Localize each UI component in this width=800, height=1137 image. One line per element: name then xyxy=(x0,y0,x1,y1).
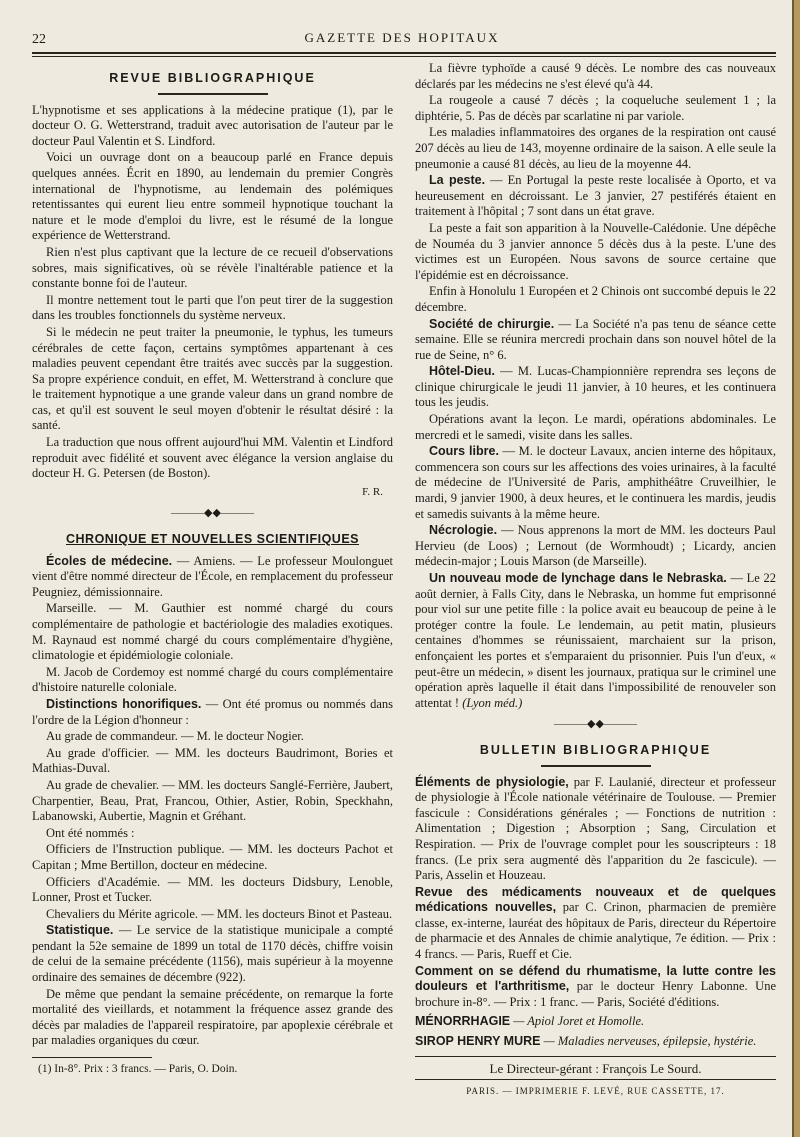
review-paragraph: La traduction que nous offrent aujourd'hui MM. Valentin et Lindford reproduit avec fidélité et souvent avec élégance la version anglaise du docteur H. G. Petersen (de Boston). xyxy=(32,435,393,481)
news-paragraph: La fièvre typhoïde a causé 9 décès. Le nombre des cas nouveaux déclarés par les médecins ne s'est élevé qu'à 44. xyxy=(415,61,776,91)
news-paragraph: Officiers de l'Instruction publique. — MM. les docteurs Pachot et Capitan ; Mme Bertillon, docteur en médecine. xyxy=(32,842,393,872)
review-paragraph: Voici un ouvrage dont on a beaucoup parlé en France depuis quelques années. Écrit en 1890, au lendemain du premier Congrès international de l'hypnotisme, au lendemain des polémiques retentissantes qui eurent lieu entre sommeil hypnotique touchant la nature et le mode d'emploi du livre, est le résumé de la longue expérience de Wetterstrand. xyxy=(32,150,393,243)
news-paragraph: La rougeole a causé 7 décès ; la coqueluche seulement 1 ; la diphtérie, 5. Pas de décès par scarlatine ni par variole. xyxy=(415,93,776,123)
review-paragraph: Il montre nettement tout le parti que l'on peut tirer de la suggestion dans les troubles fonctionnels du système nerveux. xyxy=(32,292,393,323)
section-bulletin-bibliographique: BULLETIN BIBLIOGRAPHIQUE xyxy=(479,742,712,757)
news-heading: Société de chirurgie. xyxy=(429,316,555,331)
news-paragraph: Chevaliers du Mérite agricole. — MM. les docteurs Binot et Pasteau. xyxy=(46,906,393,921)
bibliography-entry: Éléments de physiologie, par F. Laulanié, directeur et professeur de physiologie à l'École nationale vétérinaire de Toulouse. — Premier fascicule : Considérations générales ; — Fonctions de nutrition : Alimentation ; Digestion ; Absorption ; Sang, Circulation et Respiration. — Prix de l'ouvrage complet pour les souscripteurs : 18 francs. (Le prix sera augmenté dès l'apparition du 2e fascicule). — Paris, Asselin et Houzeau. xyxy=(415,774,776,883)
review-title-paragraph: L'hypnotisme et ses applications à la médecine pratique (1), par le docteur O. G. Wetterstrand, traduit avec autorisation de l'auteur par le docteur Paul Valentin et S. Lindford. xyxy=(32,102,393,148)
entry-title: Comment on se défend du rhumatisme, la lutte contre les douleurs et l'arthritisme, xyxy=(415,963,776,994)
footnote: (1) In-8°. Prix : 3 francs. — Paris, O. Doin. xyxy=(38,1063,238,1076)
news-paragraph: Nécrologie. — Nous apprenons la mort de MM. les docteurs Paul Hervieu (de Loos) ; Lernout (de Wormhoudt) ; Licardy, ancien médecin-major ; Louis Marson (de Marseille). xyxy=(415,523,776,569)
ad-text: — Maladies nerveuses, épilepsie, hystérie. xyxy=(540,1034,757,1049)
news-heading: Écoles de médecine. xyxy=(46,553,173,568)
news-paragraph: Ont été nommés : xyxy=(46,825,135,840)
news-paragraph: Au grade de commandeur. — M. le docteur Nogier. xyxy=(46,729,304,744)
entry-title: Revue des médicaments nouveaux et de quelques médications nouvelles, xyxy=(415,884,776,915)
page-edge-shadow xyxy=(792,0,794,1137)
printer-line: PARIS. — IMPRIMERIE F. LEVÉ, RUE CASSETTE, 17. xyxy=(415,1079,776,1100)
news-paragraph: Opérations avant la leçon. Le mardi, opérations abdominales. Le mercredi et le samedi, visite dans les salles. xyxy=(415,412,776,442)
news-heading: Hôtel-Dieu. xyxy=(429,364,495,379)
news-heading: Distinctions honorifiques. xyxy=(46,696,202,711)
entry-title: Éléments de physiologie, xyxy=(415,774,569,789)
footnote-rule xyxy=(32,1057,152,1058)
section-rule xyxy=(158,93,268,95)
journal-title: GAZETTE DES HOPITAUX xyxy=(304,30,500,45)
page-edge xyxy=(794,0,800,1137)
news-heading: La peste. xyxy=(429,173,486,188)
news-paragraph: De même que pendant la semaine précédente, on remarque la forte mortalité des vieillards, et notamment la fréquence assez grande des décès par maladies de l'appareil respiratoire, par apoplexie cérébrale et par maladies organiques du cœur. xyxy=(32,986,393,1048)
news-heading: Statistique. xyxy=(46,923,114,938)
review-signature: F. R. xyxy=(362,485,383,498)
news-paragraph: Au grade d'officier. — MM. les docteurs Baudrimont, Bories et Mathias-Duval. xyxy=(32,745,393,776)
advertisement xyxy=(415,1014,776,1030)
news-paragraph: Distinctions honorifiques. — Ont été promus ou nommés dans l'ordre de la Légion d'honneur : xyxy=(32,696,393,727)
news-paragraph: Officiers d'Académie. — MM. les docteurs Didsbury, Lenoble, Lonner, Prost et Tucker. xyxy=(32,874,393,905)
page-header xyxy=(24,0,780,47)
page-number: 22 xyxy=(32,32,46,47)
news-paragraph: Un nouveau mode de lynchage dans le Nebraska. — Le 22 août dernier, à Falls City, dans le Nebraska, un homme fut emprisonné pour viol sur une petite fille : la police avait eu beaucoup de peine à le protéger contre la foule. Le lendemain, au petit matin, plusieurs centaines d'hommes se réunissaient, marchaient sur la prison, enfonçaient les portes et s'emparaient du prisonnier. Puis l'un d'eux, « peut-être un médecin, » disent les journaux, pratiqua sur le criminel une opération après laquelle il était dans l'impossibilité de renouveler son attentat ! (Lyon méd.) xyxy=(415,571,777,710)
left-column xyxy=(32,61,393,1100)
advertisement xyxy=(415,1034,776,1050)
news-paragraph: Hôtel-Dieu. — M. Lucas-Championnière reprendra ses leçons de clinique chirurgicale le jeudi 11 janvier, à 10 heures, et les continuera tous les jeudis. xyxy=(415,364,776,410)
news-paragraph: Société de chirurgie. — La Société n'a pas tenu de séance cette semaine. Elle se réunira mercredi prochain dans son nouvel hôtel de la rue de Seine, n° 6. xyxy=(415,316,776,362)
news-paragraph: Marseille. — M. Gauthier est nommé chargé du cours complémentaire de pathologie et bactériologie des maladies exotiques. M. Raynaud est nommé chargé du cours complémentaire d'hygiène, climatologie et épidémiologie coloniale. xyxy=(32,601,393,663)
columns xyxy=(24,57,780,1100)
right-column xyxy=(415,61,776,1100)
news-paragraph: Cours libre. — M. le docteur Lavaux, ancien interne des hôpitaux, commencera son cours sur les affections des voies urinaires, à la faculté de médecine de l'Université de Paris, amphithéâtre Cruveilhier, le mardi, 9 janvier 1900, à deux heures, et le continuera les mardis, jeudis et samedis suivants à la même heure. xyxy=(415,444,776,521)
news-paragraph: Écoles de médecine. — Amiens. — Le professeur Moulonguet vient d'être nommé directeur de l'École, en remplacement du professeur Peugniez, démissionnaire. xyxy=(32,553,393,599)
ad-title: MÉNORRHAGIE xyxy=(415,1014,511,1029)
bibliography-entry: Revue des médicaments nouveaux et de quelques médications nouvelles, par C. Crinon, pharmacien de première classe, ex-interne, lauréat des hôpitaux de Paris, directeur du Répertoire de pharmacie et des Annales de chimie analytique, 7e édition. — Prix : 4 francs. — Paris, Rueff et Cie. xyxy=(415,884,776,962)
director-line: Le Directeur-gérant : François Le Sourd. xyxy=(415,1056,776,1077)
ornament-divider: ———◆◆——— xyxy=(554,718,637,731)
news-heading: Cours libre. xyxy=(429,444,499,459)
review-paragraph: Rien n'est plus captivant que la lecture de ce recueil d'observations sobres, mais significatives, où se révèle l'inaltérable patience et la constante bonne foi de l'auteur. xyxy=(32,244,393,291)
news-heading: Un nouveau mode de lynchage dans le Nebraska. xyxy=(429,571,727,585)
ad-text: — Apiol Joret et Homolle. xyxy=(510,1014,645,1029)
ornament-divider: ———◆◆——— xyxy=(171,507,254,520)
bibliography-entry: Comment on se défend du rhumatisme, la lutte contre les douleurs et l'arthritisme, par le docteur Henry Labonne. Une brochure in-8°. — Prix : 1 franc. — Paris, Société d'éditions. xyxy=(415,963,776,1009)
news-paragraph: La peste. — En Portugal la peste reste localisée à Oporto, et va heureusement en décroissant. Le 3 janvier, 27 pestiférés étaient en traitement à l'hôpital ; 7 sont dans un état grave. xyxy=(415,173,776,219)
news-paragraph: Enfin à Honolulu 1 Européen et 2 Chinois ont succombé depuis le 22 décembre. xyxy=(415,284,776,314)
news-heading: Nécrologie. xyxy=(429,523,498,538)
news-source: (Lyon méd.) xyxy=(462,695,523,710)
news-paragraph: Statistique. — Le service de la statistique municipale a compté pendant la 52e semaine de 1899 un total de 1170 décès, chiffre voisin de celui de la semaine précédente (1156), mais supérieur à la moyenne ordinaire des semaines de décembre (922). xyxy=(32,923,393,985)
ad-title: SIROP HENRY MURE xyxy=(415,1034,541,1049)
news-paragraph: Les maladies inflammatoires des organes de la respiration ont causé 207 décès au lieu de 143, moyenne ordinaire de la saison. A elle seule la pneumonie a causé 81 décès, au lieu de la moyenne 44. xyxy=(415,125,776,171)
review-paragraph: Si le médecin ne peut traiter la pneumonie, le typhus, les tumeurs cérébrales de cette façon, certains symptômes appartenant à ces maladies peuvent cependant être traités avec succès par la suggestion. Sa propre expérience conduit, en effet, M. Wetterstrand à conclure que le traitement hypnotique a une grande valeur dans un grand nombre de cas, et qu'il est souvent le seul moyen d'obtenir le résultat désiré : la santé. xyxy=(32,324,393,433)
news-paragraph: M. Jacob de Cordemoy est nommé chargé du cours complémentaire d'histoire naturelle coloniale. xyxy=(32,664,393,695)
section-revue-bibliographique: REVUE BIBLIOGRAPHIQUE xyxy=(109,71,316,85)
news-paragraph: Au grade de chevalier. — MM. les docteurs Sanglé-Ferrière, Jaubert, Charpentier, Beau, Prat, Francou, Othier, Astier, Robin, Speckhahn, Labanowski, Aubertie, Magnin et Gréhant. xyxy=(32,777,393,824)
section-chronique: CHRONIQUE ET NOUVELLES SCIENTIFIQUES xyxy=(65,532,360,547)
news-paragraph: La peste a fait son apparition à la Nouvelle-Calédonie. Une dépêche de Nouméa du 3 janvier annonce 5 décès dus à la peste. L'une des victimes est un Européen. Nous savons de source certaine que l'épidémie est en décroissance. xyxy=(415,220,776,282)
section-rule xyxy=(541,765,651,767)
